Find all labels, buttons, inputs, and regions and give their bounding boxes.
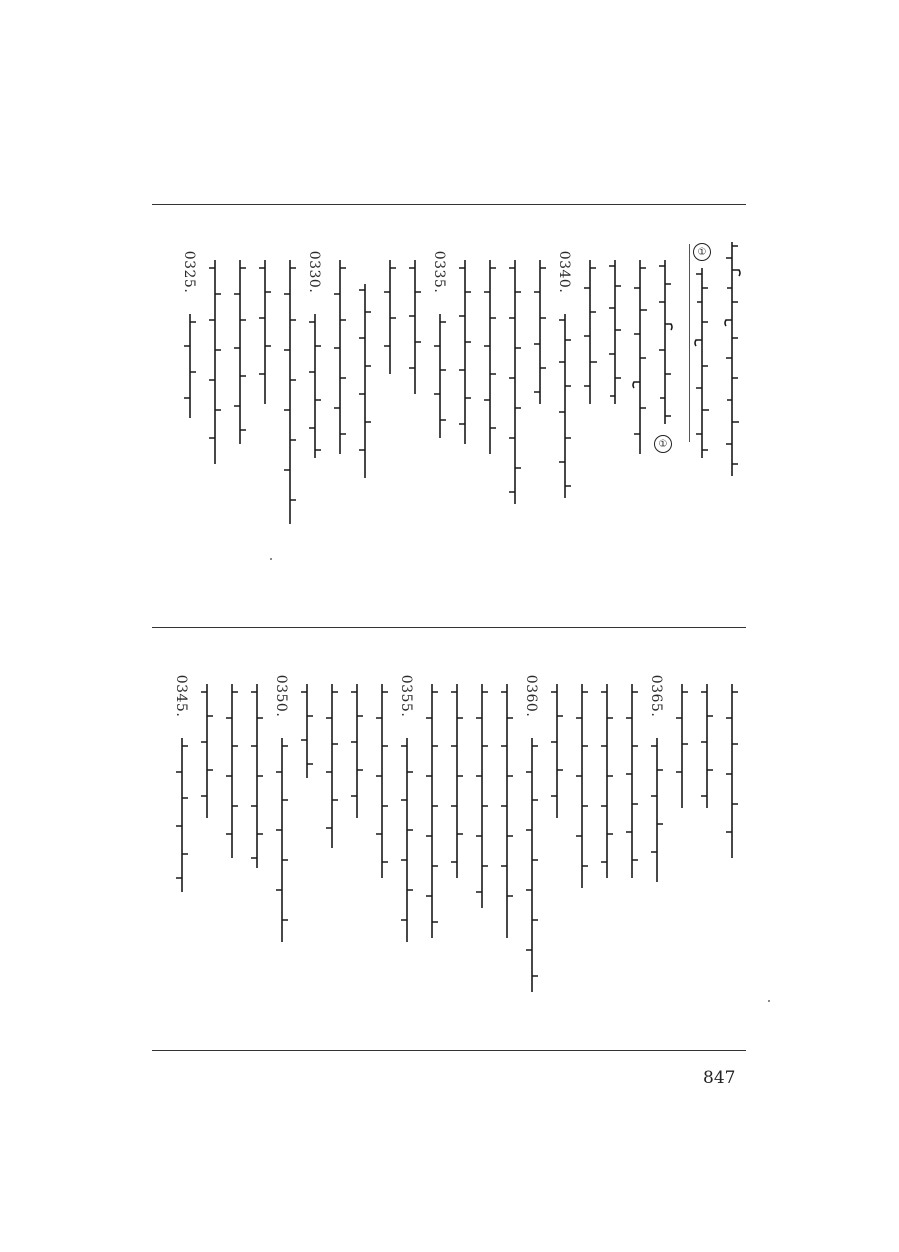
verse-line — [522, 736, 542, 996]
line-number: 0365. — [648, 674, 664, 718]
verse-line — [255, 258, 275, 408]
verse-line — [497, 682, 517, 942]
verse-line — [172, 736, 192, 896]
footnote-line-2 — [692, 266, 712, 462]
verse-line — [480, 258, 500, 458]
line-number: 0350. — [273, 674, 289, 718]
line-number: 0340. — [556, 250, 572, 294]
footnote-line-1 — [722, 240, 742, 480]
verse-line — [322, 682, 342, 852]
verse-line — [397, 736, 417, 946]
scan-speck — [768, 1000, 770, 1002]
footnote-separator — [689, 244, 690, 442]
verse-line — [330, 258, 350, 458]
verse-line — [647, 736, 667, 886]
top-rule — [152, 204, 746, 205]
verse-line — [597, 682, 617, 882]
line-number: 0355. — [398, 674, 414, 718]
verse-line — [247, 682, 267, 872]
verse-line — [697, 682, 717, 812]
bottom-rule — [152, 1050, 746, 1051]
line-number: 0330. — [306, 250, 322, 294]
verse-line — [547, 682, 567, 822]
page-number: 847 — [703, 1068, 736, 1088]
verse-line — [572, 682, 592, 892]
inline-footnote-marker: ① — [654, 435, 672, 453]
verse-line — [355, 282, 375, 482]
verse-line — [347, 682, 367, 822]
verse-line — [372, 682, 392, 882]
verse-line — [222, 682, 242, 862]
verse-line — [280, 258, 300, 528]
verse-line — [405, 258, 425, 398]
line-number: 0335. — [431, 250, 447, 294]
verse-line — [447, 682, 467, 882]
verse-line — [272, 736, 292, 946]
middle-rule — [152, 627, 746, 628]
verse-line — [472, 682, 492, 912]
footnote-marker: ① — [693, 243, 711, 261]
verse-line — [722, 682, 742, 862]
verse-line — [630, 258, 650, 458]
verse-line — [555, 312, 575, 502]
verse-line — [422, 682, 442, 942]
line-number: 0345. — [173, 674, 189, 718]
verse-line — [455, 258, 475, 448]
line-number: 0325. — [181, 250, 197, 294]
verse-line — [305, 312, 325, 462]
verse-line — [655, 258, 675, 428]
verse-line — [580, 258, 600, 408]
verse-line — [380, 258, 400, 378]
verse-line — [605, 258, 625, 408]
verse-line — [180, 312, 200, 422]
verse-line — [205, 258, 225, 468]
verse-line — [622, 682, 642, 882]
verse-line — [530, 258, 550, 408]
verse-line — [672, 682, 692, 812]
verse-line — [230, 258, 250, 448]
verse-line — [505, 258, 525, 508]
verse-line — [197, 682, 217, 822]
line-number: 0360. — [523, 674, 539, 718]
verse-line — [430, 312, 450, 442]
verse-line — [297, 682, 317, 782]
scan-speck — [270, 558, 272, 560]
